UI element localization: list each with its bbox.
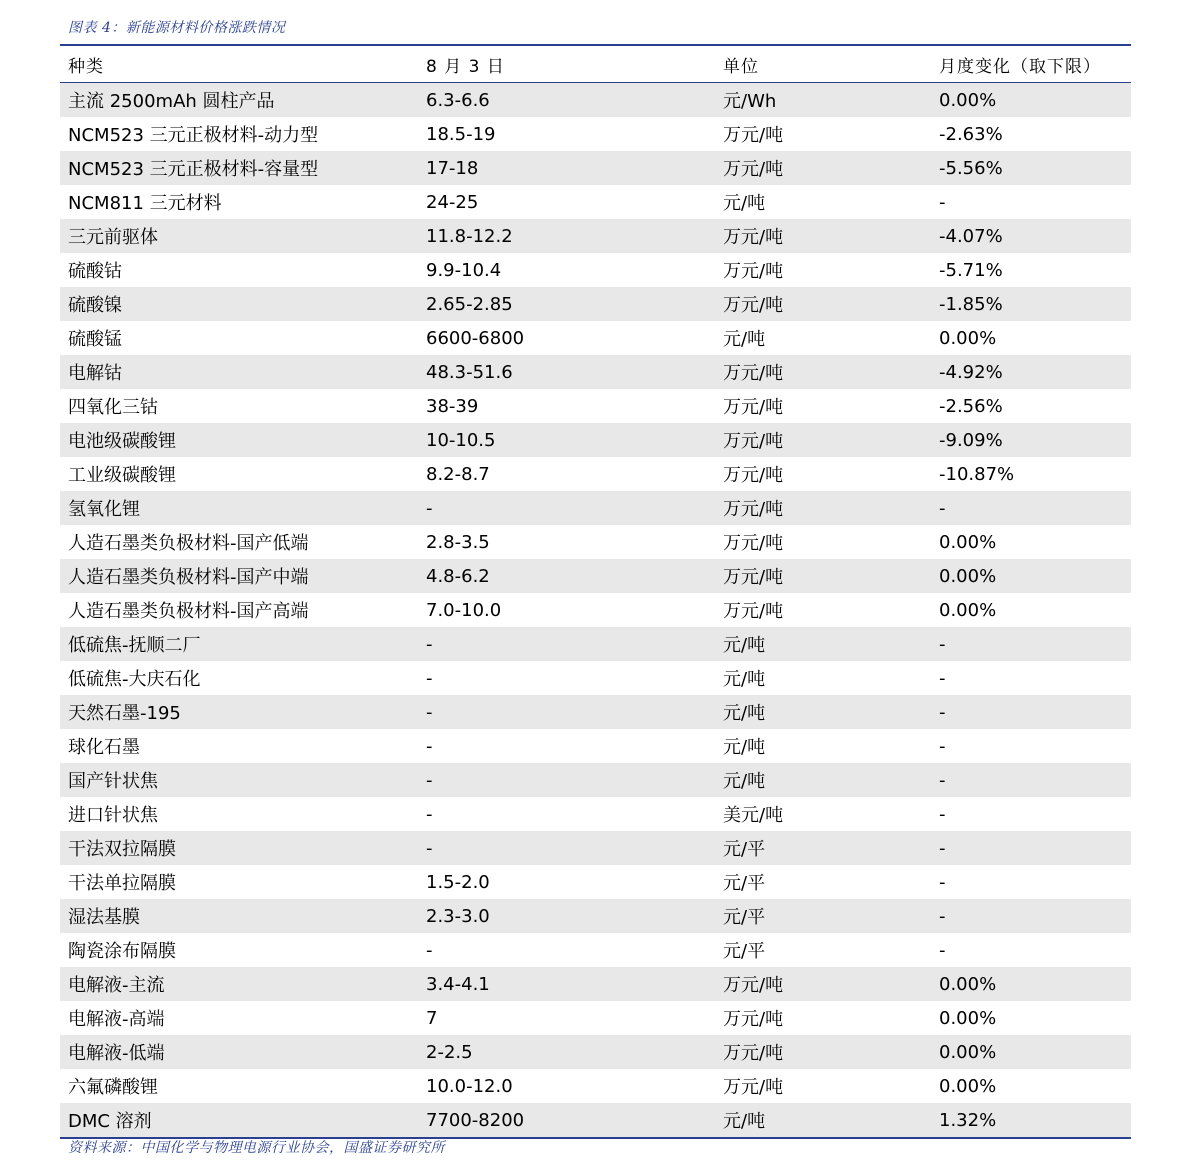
row-change: -1.85% xyxy=(939,293,1003,315)
row-unit: 万元/吨 xyxy=(723,1043,784,1064)
row-change: 0.00% xyxy=(939,1075,997,1097)
row-unit: 元/吨 xyxy=(723,703,766,724)
figure-caption: 图表 4：新能源材料价格涨跌情况 xyxy=(68,20,286,36)
table-row xyxy=(60,763,1131,797)
row-price: - xyxy=(426,497,433,519)
table-row xyxy=(60,627,1131,661)
table-row xyxy=(60,287,1131,321)
row-category: 进口针状焦 xyxy=(68,805,158,826)
row-price: 2.65-2.85 xyxy=(426,293,513,315)
row-unit: 万元/吨 xyxy=(723,159,784,180)
row-category: 电解液-高端 xyxy=(68,1009,165,1030)
row-unit: 万元/吨 xyxy=(723,261,784,282)
row-price: 10.0-12.0 xyxy=(426,1075,513,1097)
table-row xyxy=(60,151,1131,185)
row-change: 0.00% xyxy=(939,531,997,553)
row-category: 电池级碳酸锂 xyxy=(68,431,176,452)
row-category: 硫酸钴 xyxy=(68,261,122,282)
row-unit: 万元/吨 xyxy=(723,465,784,486)
row-change: 0.00% xyxy=(939,89,997,111)
row-change: - xyxy=(939,871,946,893)
row-price: 18.5-19 xyxy=(426,123,496,145)
table-row xyxy=(60,661,1131,695)
row-category: 人造石墨类负极材料-国产高端 xyxy=(68,601,309,622)
table-row xyxy=(60,967,1131,1001)
row-price: 10-10.5 xyxy=(426,429,496,451)
row-category: NCM523 三元正极材料-动力型 xyxy=(68,125,319,146)
row-unit: 元/平 xyxy=(723,839,766,860)
row-category: 低硫焦-抚顺二厂 xyxy=(68,635,201,656)
row-unit: 元/平 xyxy=(723,941,766,962)
row-category: 人造石墨类负极材料-国产低端 xyxy=(68,533,309,554)
row-unit: 万元/吨 xyxy=(723,975,784,996)
row-change: - xyxy=(939,803,946,825)
table-row xyxy=(60,593,1131,627)
row-unit: 美元/吨 xyxy=(723,805,784,826)
price-table xyxy=(60,44,1131,1139)
row-price: 38-39 xyxy=(426,395,479,417)
table-row xyxy=(60,355,1131,389)
row-category: 电解钴 xyxy=(68,363,122,384)
row-unit: 万元/吨 xyxy=(723,499,784,520)
row-unit: 万元/吨 xyxy=(723,227,784,248)
row-category: 国产针状焦 xyxy=(68,771,158,792)
row-price: 7 xyxy=(426,1007,438,1029)
table-row xyxy=(60,899,1131,933)
row-category: 工业级碳酸锂 xyxy=(68,465,176,486)
row-change: 0.00% xyxy=(939,1007,997,1029)
row-unit: 万元/吨 xyxy=(723,567,784,588)
row-unit: 万元/吨 xyxy=(723,533,784,554)
row-price: - xyxy=(426,701,433,723)
row-change: - xyxy=(939,633,946,655)
row-unit: 元/平 xyxy=(723,907,766,928)
row-change: 0.00% xyxy=(939,565,997,587)
row-change: -10.87% xyxy=(939,463,1015,485)
row-unit: 元/吨 xyxy=(723,1111,766,1132)
table-row xyxy=(60,423,1131,457)
row-price: 11.8-12.2 xyxy=(426,225,513,247)
row-change: 0.00% xyxy=(939,1041,997,1063)
row-unit: 万元/吨 xyxy=(723,125,784,146)
row-category: 人造石墨类负极材料-国产中端 xyxy=(68,567,309,588)
row-price: 48.3-51.6 xyxy=(426,361,513,383)
row-category: 湿法基膜 xyxy=(68,907,140,928)
row-unit: 元/平 xyxy=(723,873,766,894)
row-price: 6600-6800 xyxy=(426,327,525,349)
table-row xyxy=(60,1001,1131,1035)
row-unit: 元/Wh xyxy=(723,91,777,112)
row-unit: 万元/吨 xyxy=(723,431,784,452)
row-change: - xyxy=(939,667,946,689)
row-price: - xyxy=(426,803,433,825)
row-category: 六氟磷酸锂 xyxy=(68,1077,158,1098)
row-category: 干法单拉隔膜 xyxy=(68,873,176,894)
row-change: - xyxy=(939,905,946,927)
table-row xyxy=(60,389,1131,423)
row-change: - xyxy=(939,939,946,961)
row-change: -4.07% xyxy=(939,225,1003,247)
row-change: -2.63% xyxy=(939,123,1003,145)
row-change: 1.32% xyxy=(939,1109,997,1131)
row-change: 0.00% xyxy=(939,973,997,995)
row-change: -9.09% xyxy=(939,429,1003,451)
row-price: 4.8-6.2 xyxy=(426,565,490,587)
row-unit: 万元/吨 xyxy=(723,363,784,384)
row-price: 9.9-10.4 xyxy=(426,259,502,281)
row-change: 0.00% xyxy=(939,327,997,349)
row-unit: 元/吨 xyxy=(723,193,766,214)
row-change: - xyxy=(939,191,946,213)
row-change: 0.00% xyxy=(939,599,997,621)
row-category: 氢氧化锂 xyxy=(68,499,140,520)
table-row xyxy=(60,729,1131,763)
row-price: - xyxy=(426,735,433,757)
row-category: 干法双拉隔膜 xyxy=(68,839,176,860)
row-unit: 元/吨 xyxy=(723,737,766,758)
row-price: 17-18 xyxy=(426,157,479,179)
row-change: -2.56% xyxy=(939,395,1003,417)
row-price: 3.4-4.1 xyxy=(426,973,490,995)
row-price: 6.3-6.6 xyxy=(426,89,490,111)
row-price: 7.0-10.0 xyxy=(426,599,502,621)
row-price: - xyxy=(426,939,433,961)
row-change: -5.56% xyxy=(939,157,1003,179)
row-category: 主流 2500mAh 圆柱产品 xyxy=(68,91,275,112)
row-price: - xyxy=(426,633,433,655)
row-change: - xyxy=(939,769,946,791)
row-change: - xyxy=(939,497,946,519)
row-category: 硫酸镍 xyxy=(68,295,122,316)
table-row xyxy=(60,185,1131,219)
row-price: 8.2-8.7 xyxy=(426,463,490,485)
header-unit: 单位 xyxy=(723,56,759,77)
row-category: DMC 溶剂 xyxy=(68,1111,152,1132)
row-price: - xyxy=(426,667,433,689)
table-row xyxy=(60,491,1131,525)
table-header-row xyxy=(60,46,1131,83)
row-change: -5.71% xyxy=(939,259,1003,281)
row-unit: 万元/吨 xyxy=(723,1009,784,1030)
table-row xyxy=(60,831,1131,865)
row-unit: 万元/吨 xyxy=(723,295,784,316)
row-change: - xyxy=(939,735,946,757)
row-change: - xyxy=(939,701,946,723)
row-price: 24-25 xyxy=(426,191,479,213)
table-row xyxy=(60,83,1131,117)
table-body xyxy=(60,83,1131,1137)
row-price: 7700-8200 xyxy=(426,1109,525,1131)
row-unit: 万元/吨 xyxy=(723,601,784,622)
row-category: NCM523 三元正极材料-容量型 xyxy=(68,159,319,180)
row-change: - xyxy=(939,837,946,859)
table-row xyxy=(60,525,1131,559)
table-row xyxy=(60,933,1131,967)
row-category: 四氧化三钴 xyxy=(68,397,158,418)
table-row xyxy=(60,117,1131,151)
row-unit: 元/吨 xyxy=(723,329,766,350)
table-row xyxy=(60,559,1131,593)
row-price: - xyxy=(426,769,433,791)
row-price: 1.5-2.0 xyxy=(426,871,490,893)
row-category: 低硫焦-大庆石化 xyxy=(68,669,201,690)
header-category: 种类 xyxy=(68,56,104,77)
table-row xyxy=(60,797,1131,831)
row-category: 硫酸锰 xyxy=(68,329,122,350)
table-row xyxy=(60,321,1131,355)
table-row xyxy=(60,1103,1131,1137)
row-unit: 元/吨 xyxy=(723,771,766,792)
header-date: 8 月 3 日 xyxy=(426,56,505,77)
row-price: 2.3-3.0 xyxy=(426,905,490,927)
table-row xyxy=(60,1035,1131,1069)
row-unit: 万元/吨 xyxy=(723,1077,784,1098)
row-category: 陶瓷涂布隔膜 xyxy=(68,941,176,962)
row-category: 电解液-低端 xyxy=(68,1043,165,1064)
row-price: 2-2.5 xyxy=(426,1041,473,1063)
row-change: -4.92% xyxy=(939,361,1003,383)
table-row xyxy=(60,865,1131,899)
source-note: 资料来源：中国化学与物理电源行业协会，国盛证券研究所 xyxy=(68,1140,445,1156)
row-category: 电解液-主流 xyxy=(68,975,165,996)
row-price: 2.8-3.5 xyxy=(426,531,490,553)
table-row xyxy=(60,695,1131,729)
table-row xyxy=(60,1069,1131,1103)
row-category: 天然石墨-195 xyxy=(68,703,181,724)
row-unit: 元/吨 xyxy=(723,635,766,656)
row-price: - xyxy=(426,837,433,859)
table-row xyxy=(60,253,1131,287)
row-category: 球化石墨 xyxy=(68,737,140,758)
row-category: 三元前驱体 xyxy=(68,227,158,248)
row-category: NCM811 三元材料 xyxy=(68,193,222,214)
table-row xyxy=(60,457,1131,491)
row-unit: 万元/吨 xyxy=(723,397,784,418)
header-monthly-change: 月度变化（取下限） xyxy=(939,56,1101,77)
table-row xyxy=(60,219,1131,253)
row-unit: 元/吨 xyxy=(723,669,766,690)
